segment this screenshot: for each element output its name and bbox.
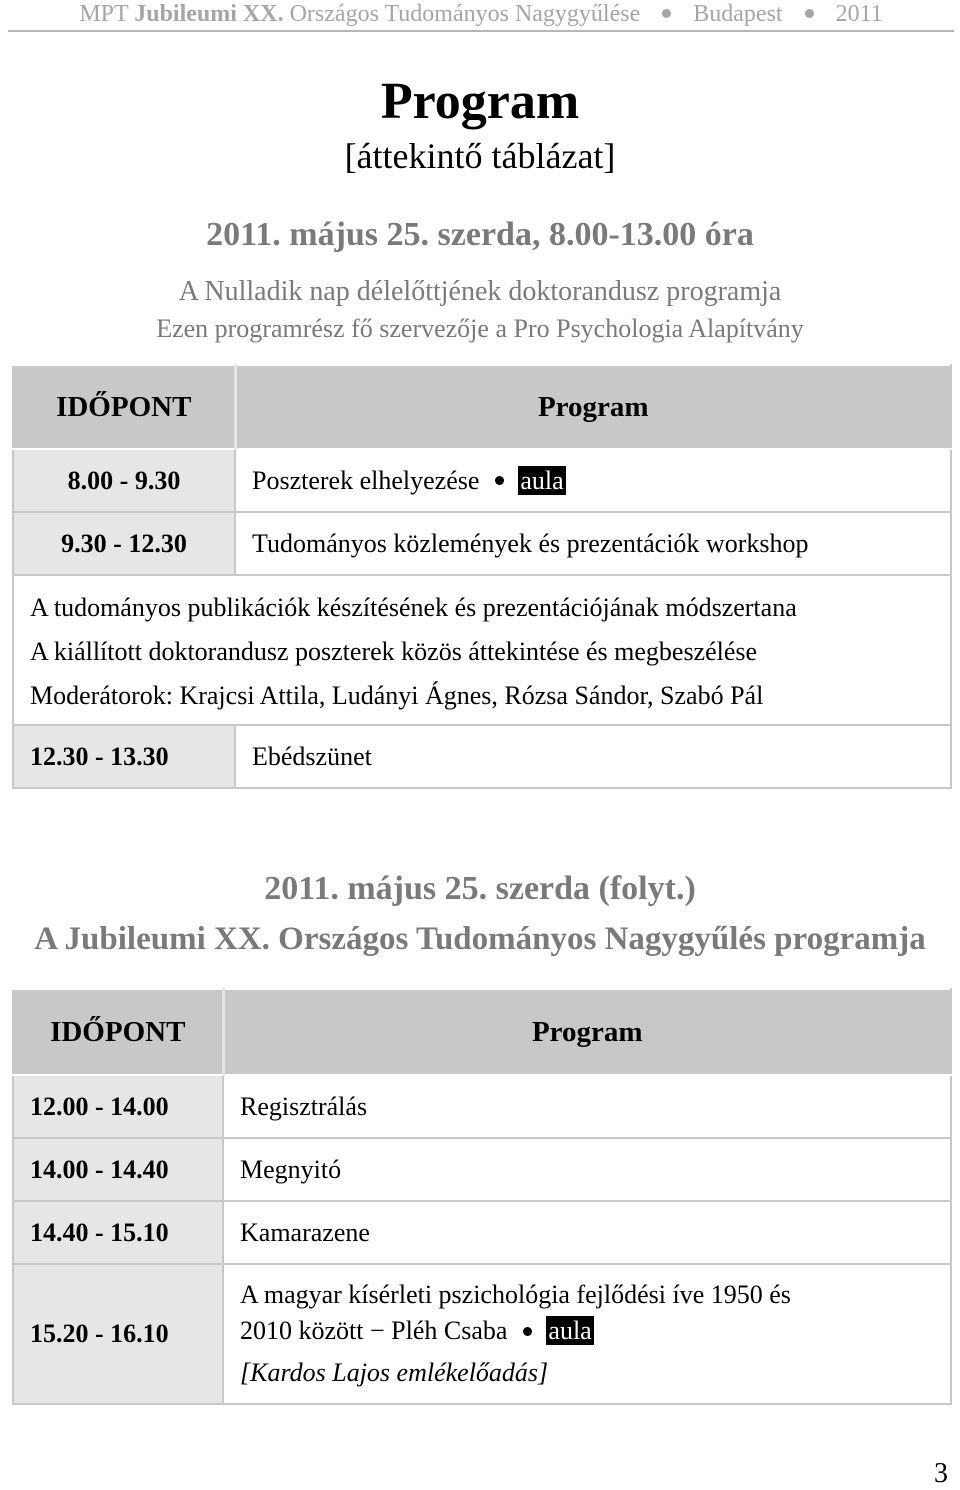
program-cell: Megnyitó — [223, 1138, 951, 1201]
header-rest: Országos Tudományos Nagygyűlése — [289, 1, 641, 27]
bullet-icon — [523, 1327, 532, 1336]
location-tag: aula — [548, 1316, 592, 1345]
bullet-icon — [805, 9, 814, 18]
col-header-program: Program — [223, 989, 951, 1075]
program-cell — [235, 449, 951, 512]
lecture-speaker-line — [240, 1313, 934, 1349]
time-cell: 15.20 - 16.10 — [13, 1264, 223, 1404]
program-cell: Regisztrálás — [223, 1075, 951, 1138]
section1-line1: A Nulladik nap délelőttjének doktorandusz programja — [178, 276, 782, 307]
header-year: 2011 — [835, 1, 883, 27]
section2-table — [12, 988, 952, 1405]
section1-line2: Ezen programrész fő szervezője a Pro Psychologia Alapítvány — [156, 314, 804, 343]
table-row — [13, 1264, 951, 1404]
section2-date: 2011. május 25. szerda (folyt.) — [264, 870, 696, 907]
page-title: Program — [380, 73, 580, 130]
description-line: A tudományos publikációk készítésének és prezentációjának módszertana — [30, 593, 797, 622]
table-row — [13, 1075, 951, 1138]
lecture-title: A magyar kísérleti pszichológia fejlődési íve 1950 és — [240, 1280, 791, 1309]
lecture-speaker: 2010 között − Pléh Csaba — [240, 1316, 508, 1345]
page-number: 3 — [934, 1458, 948, 1489]
section1-table — [12, 364, 952, 789]
col-header-time: IDŐPONT — [13, 989, 223, 1075]
time-cell: 12.30 - 13.30 — [13, 725, 235, 788]
bullet-icon — [662, 9, 671, 18]
table-row — [13, 1201, 951, 1264]
header-prefix: MPT — [79, 1, 129, 27]
program-text: Poszterek elhelyezése — [252, 465, 480, 495]
time-cell: 14.40 - 15.10 — [13, 1201, 223, 1264]
program-cell: Kamarazene — [223, 1201, 951, 1264]
description-line: A kiállított doktorandusz poszterek közös áttekintése és megbeszélése — [30, 637, 758, 666]
bullet-icon — [495, 476, 504, 485]
time-cell: 14.00 - 14.40 — [13, 1138, 223, 1201]
program-cell: Ebédszünet — [235, 725, 951, 788]
col-header-program: Program — [235, 365, 951, 449]
program-cell: Tudományos közlemények és prezentációk workshop — [235, 512, 951, 575]
table-row — [13, 1138, 951, 1201]
lecture-note: [Kardos Lajos emlékelőadás] — [240, 1358, 549, 1387]
running-header — [8, 0, 954, 32]
description-cell — [13, 575, 951, 725]
section1-date: 2011. május 25. szerda, 8.00-13.00 óra — [206, 216, 754, 253]
table-row — [13, 449, 951, 512]
col-header-time: IDŐPONT — [13, 365, 235, 449]
time-cell: 9.30 - 12.30 — [13, 512, 235, 575]
section2-title: A Jubileumi XX. Országos Tudományos Nagygyűlés programja — [34, 921, 926, 957]
location-tag: aula — [520, 465, 564, 495]
time-cell: 12.00 - 14.00 — [13, 1075, 223, 1138]
table-row — [13, 575, 951, 725]
header-bold: Jubileumi XX. — [134, 1, 284, 27]
table-row — [13, 512, 951, 575]
time-cell: 8.00 - 9.30 — [13, 449, 235, 512]
page-subtitle: [áttekintő táblázat] — [344, 136, 616, 176]
program-cell — [223, 1264, 951, 1404]
table-row — [13, 725, 951, 788]
description-line: Moderátorok: Krajcsi Attila, Ludányi Ágnes, Rózsa Sándor, Szabó Pál — [30, 681, 764, 710]
header-city: Budapest — [693, 1, 783, 27]
